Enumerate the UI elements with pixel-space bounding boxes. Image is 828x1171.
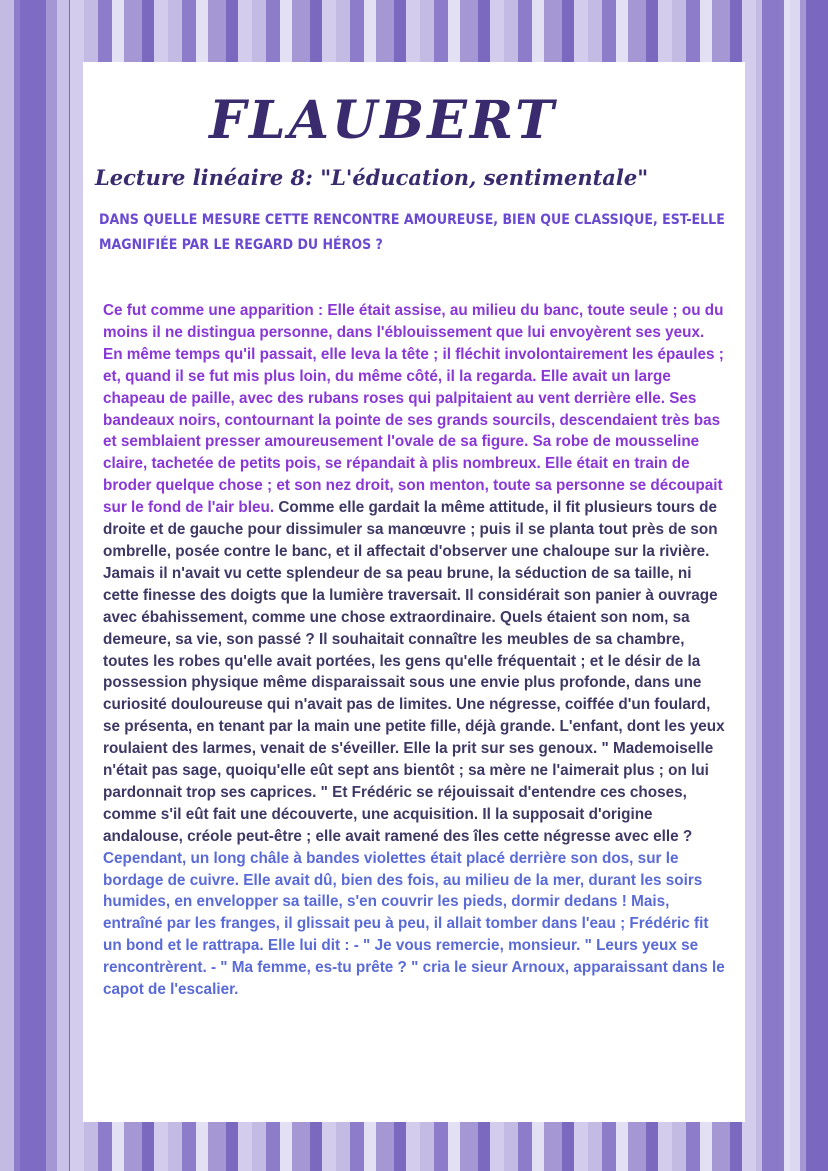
- page-title: FLAUBERT: [209, 90, 557, 151]
- excerpt-part-2: Comme elle gardait la même attitude, il fit plusieurs tours de droite et de gauche pour dissimuler sa manœuvre ; puis il se planta tout près de son ombrelle, posée contre le banc, et il affectait d'observer une chaloupe sur la rivière. Jamais il n'avait vu cette splendeur de sa peau brune, la séduction de sa taille, ni cette finesse des doigts que la lumière traversait. Il considérait son panier à ouvrage avec ébahissement, comme une chose extraordinaire. Quels étaient son nom, sa demeure, sa vie, son passé ? Il souhaitait connaître les meubles de sa chambre, toutes les robes qu'elle avait portées, les gens qu'elle fréquentait ; et le désir de la possession physique même disparaissait sous une envie plus profonde, dans une curiosité douloureuse qui n'avait pas de limites. Une négresse, coiffée d'un foulard, se présenta, en tenant par la main une petite fille, déjà grande. L'enfant, dont les yeux roulaient des larmes, venait de s'éveiller. Elle la prit sur ses genoux. " Mademoiselle n'était pas sage, quoiqu'elle eût sept ans bientôt ; sa mère ne l'aimerait plus ; on lui pardonnait trop ses caprices. " Et Frédéric se réjouissait d'entendre ces choses, comme s'il eût fait une découverte, une acquisition. Il la supposait d'origine andalouse, créole peut-être ; elle avait ramené des îles cette négresse avec elle ?: [103, 499, 725, 845]
- excerpt-text: [103, 300, 727, 1001]
- excerpt-part-3: Cependant, un long châle à bandes violettes était placé derrière son dos, sur le bordage de cuivre. Elle avait dû, bien des fois, au milieu de la mer, durant les soirs humides, en envelopper sa taille, s'en couvrir les pieds, dormir dedans ! Mais, entraîné par les franges, il glissait peu à peu, il allait tomber dans l'eau ; Frédéric fit un bond et le rattrapa. Elle lui dit : - " Je vous remercie, monsieur. " Leurs yeux se rencontrèrent. - " Ma femme, es-tu prête ? " cria le sieur Arnoux, apparaissant dans le capot de l'escalier.: [103, 849, 725, 999]
- background-stripe: [20, 0, 46, 1171]
- background-stripe: [762, 0, 780, 1171]
- excerpt-part-1: Ce fut comme une apparition : Elle était assise, au milieu du banc, toute seule ; ou du moins il ne distingua personne, dans l'éblouissement que lui envoyèrent ses yeux. En même temps qu'il passait, elle leva la tête ; il fléchit involontairement les épaules ; et, quand il se fut mis plus loin, du même côté, il la regarda. Elle avait un large chapeau de paille, avec des rubans roses qui palpitaient au vent derrière elle. Ses bandeaux noirs, contournant la pointe de ses grands sourcils, descendaient très bas et semblaient presser amoureusement l'ovale de sa figure. Sa robe de mousseline claire, tachetée de petits pois, se répandait à plis nombreux. Elle était en train de broder quelque chose ; et son nez droit, son menton, toute sa personne se découpait sur le fond de l'air bleu.: [103, 302, 724, 517]
- background-stripe: [806, 0, 828, 1171]
- background-stripe: [57, 0, 69, 1171]
- page-subtitle: Lecture linéaire 8: "L'éducation, sentimentale": [95, 165, 649, 190]
- study-question: DANS QUELLE MESURE CETTE RENCONTRE AMOUREUSE, BIEN QUE CLASSIQUE, EST-ELLE MAGNIFIÉE PAR LE REGARD DU HÉROS ?: [99, 212, 725, 253]
- document-page: [83, 62, 745, 1122]
- background-stripe: [790, 0, 800, 1171]
